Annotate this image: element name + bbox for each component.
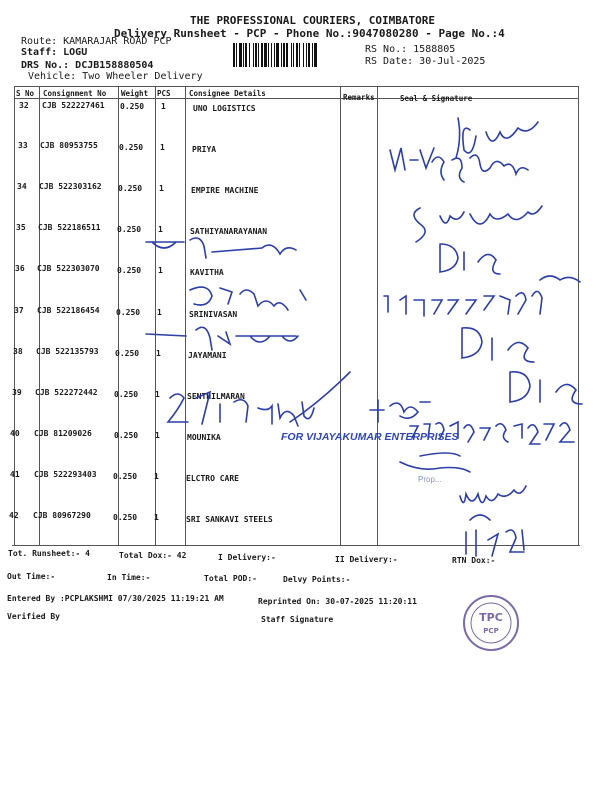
ii-delivery: II Delivery:- [335, 555, 398, 564]
row-pcs: 1 [157, 308, 162, 317]
out-time: Out Time:- [7, 572, 56, 581]
svg-text:PCP: PCP [483, 627, 499, 635]
row-weight: 0.250 [118, 184, 143, 193]
row-consignee: EMPIRE MACHINE [191, 186, 259, 195]
barcode-bar [314, 43, 317, 67]
row-weight: 0.250 [117, 266, 142, 275]
barcode-bar [306, 43, 307, 67]
barcode-bar [233, 43, 235, 67]
row-pcs: 1 [159, 184, 164, 193]
row-sno: 34 [17, 182, 27, 191]
vehicle-label: Vehicle: Two Wheeler Delivery [28, 71, 203, 82]
row-consignee: SRINIVASAN [189, 310, 238, 319]
in-time: In Time:- [107, 573, 151, 582]
drs-number: DRS No.: DCJB158880504 [21, 60, 154, 71]
barcode-bar [281, 43, 282, 67]
rs-number: RS No.: 1588805 [365, 44, 456, 55]
row-consignment: CJB 522303162 [39, 182, 102, 191]
row-consignee: PRIYA [192, 145, 217, 154]
staff-signature: Staff Signature [261, 615, 334, 624]
row-consignment: CJB 80953755 [40, 141, 98, 150]
col-header-pcs: PCS [157, 89, 171, 98]
reprinted-on: Reprinted On: 30-07-2025 11:20:11 [258, 597, 417, 606]
col-header-consignment: Consignment No [43, 89, 107, 98]
row-consignee: SENTHILMARAN [187, 392, 245, 401]
row-sno: 41 [10, 470, 20, 479]
row-sno: 33 [18, 141, 28, 150]
row-sno: 40 [10, 429, 20, 438]
row-sno: 39 [12, 388, 22, 397]
barcode-bar [236, 43, 237, 67]
total-dox: Total Dox:- 42 [119, 551, 187, 560]
route-label: Route: KAMARAJAR ROAD PCP [21, 36, 172, 47]
row-consignment: CJB 522186454 [37, 306, 100, 315]
tpc-seal [463, 595, 519, 651]
row-pcs: 1 [160, 143, 165, 152]
row-consignee: JAYAMANI [188, 351, 227, 360]
barcode-bar [283, 43, 285, 67]
company-stamp-text: FOR VIJAYAKUMAR ENTERPRISES [281, 431, 459, 443]
row-weight: 0.250 [113, 513, 138, 522]
barcode-bar [268, 43, 269, 67]
barcode-bar [291, 43, 292, 67]
row-pcs: 1 [156, 349, 161, 358]
row-consignee: MOUNIKA [187, 433, 221, 442]
barcode-bar [296, 43, 298, 67]
verified-by: Verified By [7, 612, 60, 621]
row-pcs: 1 [154, 472, 159, 481]
barcode-bar [274, 43, 275, 67]
row-consignment: CJB 522135793 [36, 347, 99, 356]
row-consignment: CJB 522272442 [35, 388, 98, 397]
row-consignee: KAVITHA [190, 268, 224, 277]
row-weight: 0.250 [115, 349, 140, 358]
barcode-bar [253, 43, 254, 67]
row-weight: 0.250 [114, 431, 139, 440]
row-weight: 0.250 [116, 308, 141, 317]
col-header-sno: S No [16, 89, 35, 98]
row-sno: 42 [9, 511, 19, 520]
barcode-bar [255, 43, 257, 67]
barcode-bar [243, 43, 244, 67]
row-weight: 0.250 [113, 472, 138, 481]
company-name: THE PROFESSIONAL COURIERS, COIMBATORE [190, 14, 436, 27]
row-weight: 0.250 [117, 225, 142, 234]
barcode-bar [258, 43, 259, 67]
barcode-bar [271, 43, 272, 67]
row-consignment: CJB 522293403 [34, 470, 97, 479]
row-pcs: 1 [154, 513, 159, 522]
row-pcs: 1 [155, 431, 160, 440]
total-pod: Total POD:- [204, 574, 257, 583]
barcode [233, 43, 358, 67]
row-consignment: CJB 522227461 [42, 101, 105, 110]
barcode-bar [276, 43, 279, 67]
tot-runsheet: Tot. Runsheet:- 4 [8, 549, 90, 558]
row-consignee: SRI SANKAVI STEELS [186, 515, 273, 524]
row-consignment: CJB 522303070 [37, 264, 100, 273]
barcode-bar [264, 43, 267, 67]
row-consignment: CJB 81209026 [34, 429, 92, 438]
col-header-remarks: Remarks [343, 93, 375, 102]
row-sno: 35 [16, 223, 26, 232]
row-pcs: 1 [158, 266, 163, 275]
barcode-bar [245, 43, 247, 67]
rs-date: RS Date: 30-Jul-2025 [365, 56, 486, 67]
tpc-seal-graphic [465, 597, 517, 649]
runsheet-title: Delivery Runsheet - PCP - Phone No.:9047080280 - Page No.:4 [114, 27, 505, 40]
row-consignee: UNO LOGISTICS [193, 104, 256, 113]
row-sno: 38 [13, 347, 23, 356]
row-consignment: CJB 522186511 [38, 223, 101, 232]
row-sno: 36 [15, 264, 25, 273]
delvy-points: Delvy Points:- [283, 575, 351, 584]
row-consignment: CJB 80967290 [33, 511, 91, 520]
i-delivery: I Delivery:- [218, 553, 276, 562]
barcode-bar [239, 43, 242, 67]
entered-by: Entered By :PCPLAKSHMI 07/30/2025 11:19:21 AM [7, 594, 224, 603]
row-pcs: 1 [158, 225, 163, 234]
row-pcs: 1 [161, 102, 166, 111]
proprietor-stamp-fragment: Prop... [418, 475, 442, 484]
svg-text:TPC: TPC [479, 611, 503, 624]
barcode-bar [308, 43, 310, 67]
barcode-bar [303, 43, 304, 67]
staff-label: Staff: LOGU [21, 47, 88, 58]
rtn-dox: RTN Dox:- [452, 556, 496, 565]
row-weight: 0.250 [120, 102, 145, 111]
barcode-bar [249, 43, 250, 67]
row-weight: 0.250 [119, 143, 144, 152]
barcode-bar [293, 43, 294, 67]
col-header-seal-signature: Seal & Signature [400, 94, 473, 103]
row-consignee: SATHIYANARAYANAN [190, 227, 268, 236]
row-sno: 37 [14, 306, 24, 315]
barcode-bar [261, 43, 263, 67]
row-consignee: ELCTRO CARE [186, 474, 239, 483]
col-header-consignee: Consignee Details [189, 89, 266, 98]
barcode-bar [286, 43, 288, 67]
barcode-bar [312, 43, 313, 67]
row-weight: 0.250 [114, 390, 139, 399]
row-sno: 32 [19, 101, 29, 110]
col-header-weight: Weight [121, 89, 149, 98]
barcode-bar [299, 43, 300, 67]
row-pcs: 1 [155, 390, 160, 399]
